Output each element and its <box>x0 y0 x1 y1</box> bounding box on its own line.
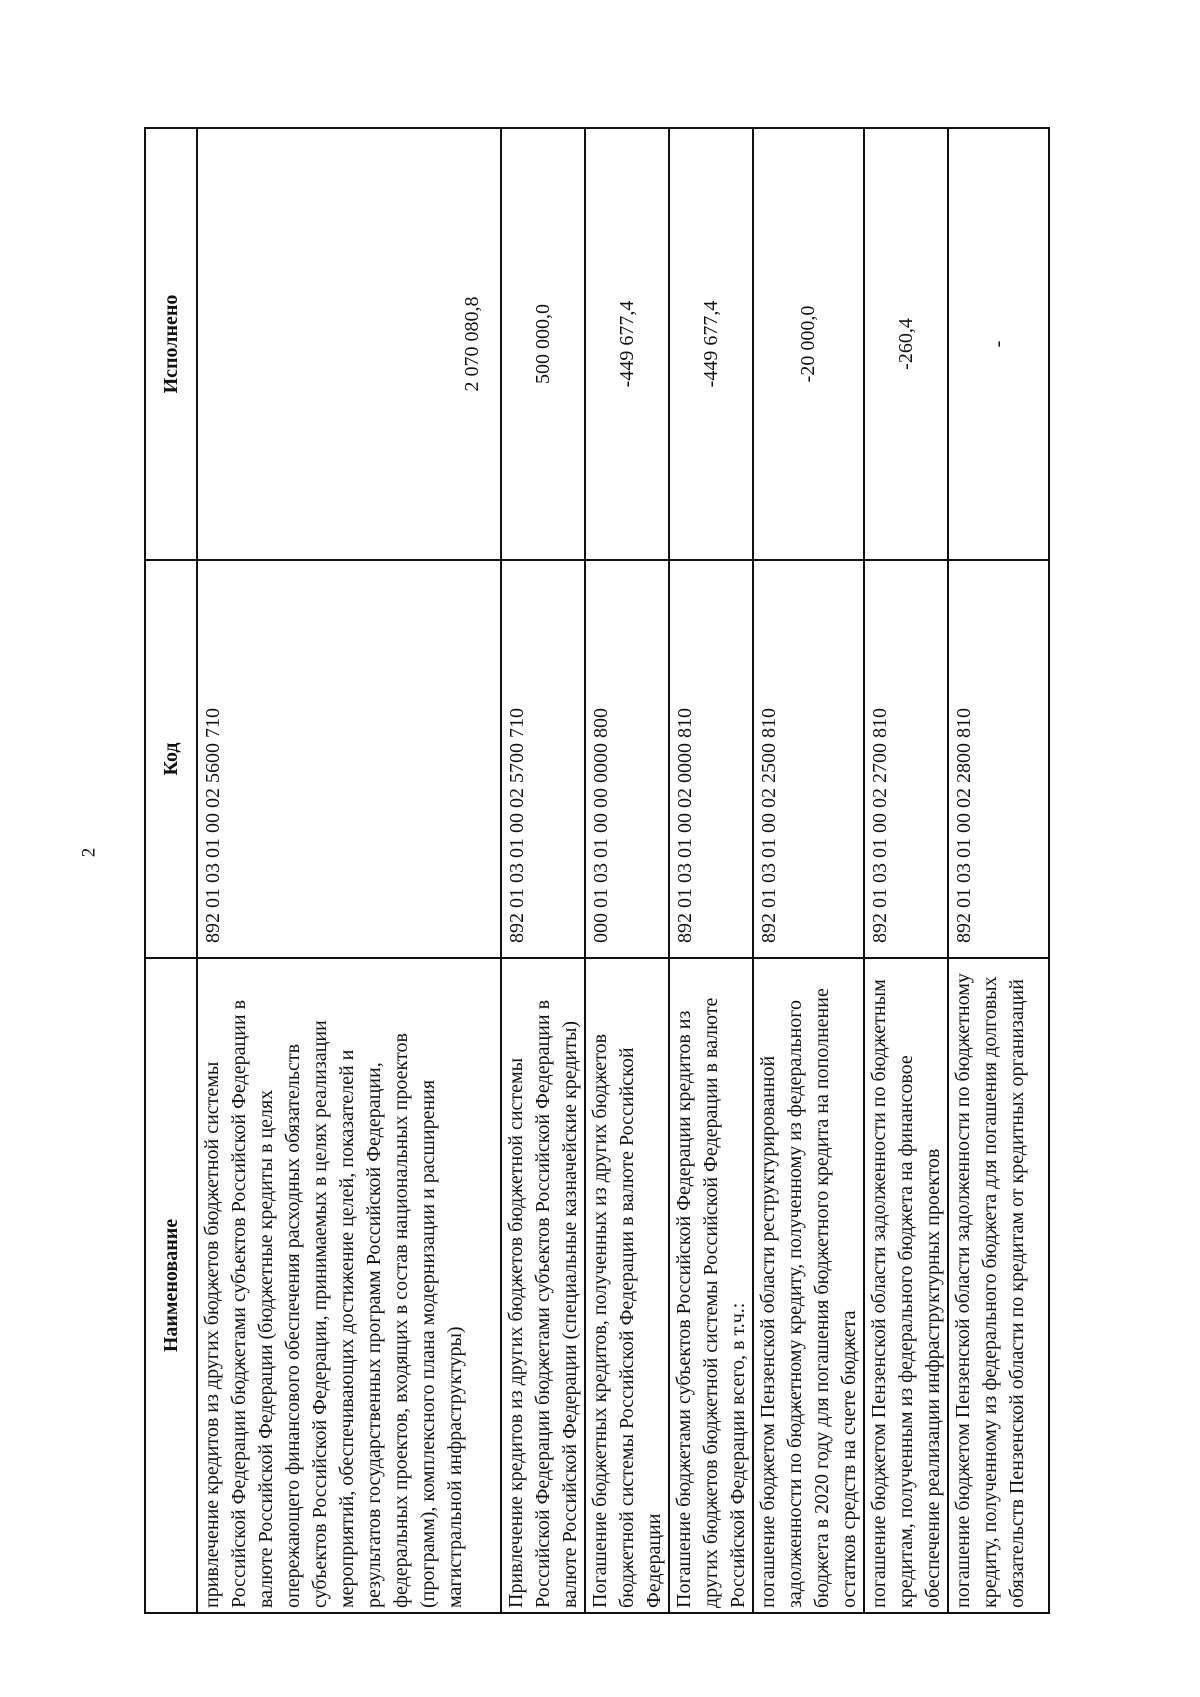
row-code: 892 01 03 01 00 02 2800 810 <box>948 560 1049 958</box>
page-number: 2 <box>78 847 100 858</box>
row-name: погашение бюджетом Пензенской области реструктурированной задолженности по бюджетному кредиту, полученному из федерального бюджета в 2020 году для погашения бюджетного кредита на пополнение остатков средств на счете бюджета <box>753 958 864 1613</box>
row-code: 000 01 03 01 00 00 0000 800 <box>585 560 669 958</box>
table-row <box>669 128 753 1613</box>
table-row <box>753 128 864 1613</box>
row-name: Погашение бюджетных кредитов, полученных из других бюджетов бюджетной системы Российской Федерации в валюте Российской Федерации <box>585 958 669 1613</box>
row-executed: -20 000,0 <box>753 128 864 560</box>
row-executed: -449 677,4 <box>669 128 753 560</box>
table-row <box>197 128 501 1613</box>
row-code: 892 01 03 01 00 02 2700 810 <box>864 560 948 958</box>
table-row <box>948 128 1049 1613</box>
row-executed: -449 677,4 <box>585 128 669 560</box>
table-row <box>585 128 669 1613</box>
row-name: привлечение кредитов из других бюджетов бюджетной системы Российской Федерации бюджетами субъектов Российской Федерации в валюте Российской Федерации (бюджетные кредиты в целях опережающего финансового обеспечения расходных обязательств субъектов Российской Федерации, принимаемых в целях реализации мероприятий, обеспечивающих достижение целей, показателей и результатов государственных программ Российской Федерации, федеральных проектов, входящих в состав национальных проектов (программ), комплексного плана модернизации и расширения магистральной инфраструктуры) <box>197 958 501 1613</box>
header-name: Наименование <box>145 958 197 1613</box>
row-code: 892 01 03 01 00 02 2500 810 <box>753 560 864 958</box>
header-code: Код <box>145 560 197 958</box>
table-header-row <box>145 128 197 1613</box>
row-code: 892 01 03 01 00 02 5600 710 <box>197 560 501 958</box>
header-executed: Исполнено <box>145 128 197 560</box>
row-code: 892 01 03 01 00 02 5700 710 <box>501 560 585 958</box>
row-executed: 2 070 080,8 <box>197 128 501 560</box>
table-row <box>501 128 585 1613</box>
row-executed: -260,4 <box>864 128 948 560</box>
row-name: Привлечение кредитов из других бюджетов бюджетной системы Российской Федерации бюджетами субъектов Российской Федерации в валюте Российской Федерации (специальные казначейские кредиты) <box>501 958 585 1613</box>
row-executed: 500 000,0 <box>501 128 585 560</box>
row-code: 892 01 03 01 00 02 0000 810 <box>669 560 753 958</box>
table-row <box>864 128 948 1613</box>
row-name: Погашение бюджетами субъектов Российской Федерации кредитов из других бюджетов бюджетной системы Российской Федерации в валюте Российской Федерации всего, в т.ч.: <box>669 958 753 1613</box>
row-name: погашение бюджетом Пензенской области задолженности по бюджетному кредиту, полученному из федерального бюджета для погашения долговых обязательств Пензенской области по кредитам от кредитных организаций <box>948 958 1049 1613</box>
rotated-table-container <box>144 129 1050 1614</box>
row-name: погашение бюджетом Пензенской области задолженности по бюджетным кредитам, полученным из федерального бюджета на финансовое обеспечение реализации инфраструктурных проектов <box>864 958 948 1613</box>
budget-table <box>144 127 1050 1614</box>
row-executed: - <box>948 128 1049 560</box>
